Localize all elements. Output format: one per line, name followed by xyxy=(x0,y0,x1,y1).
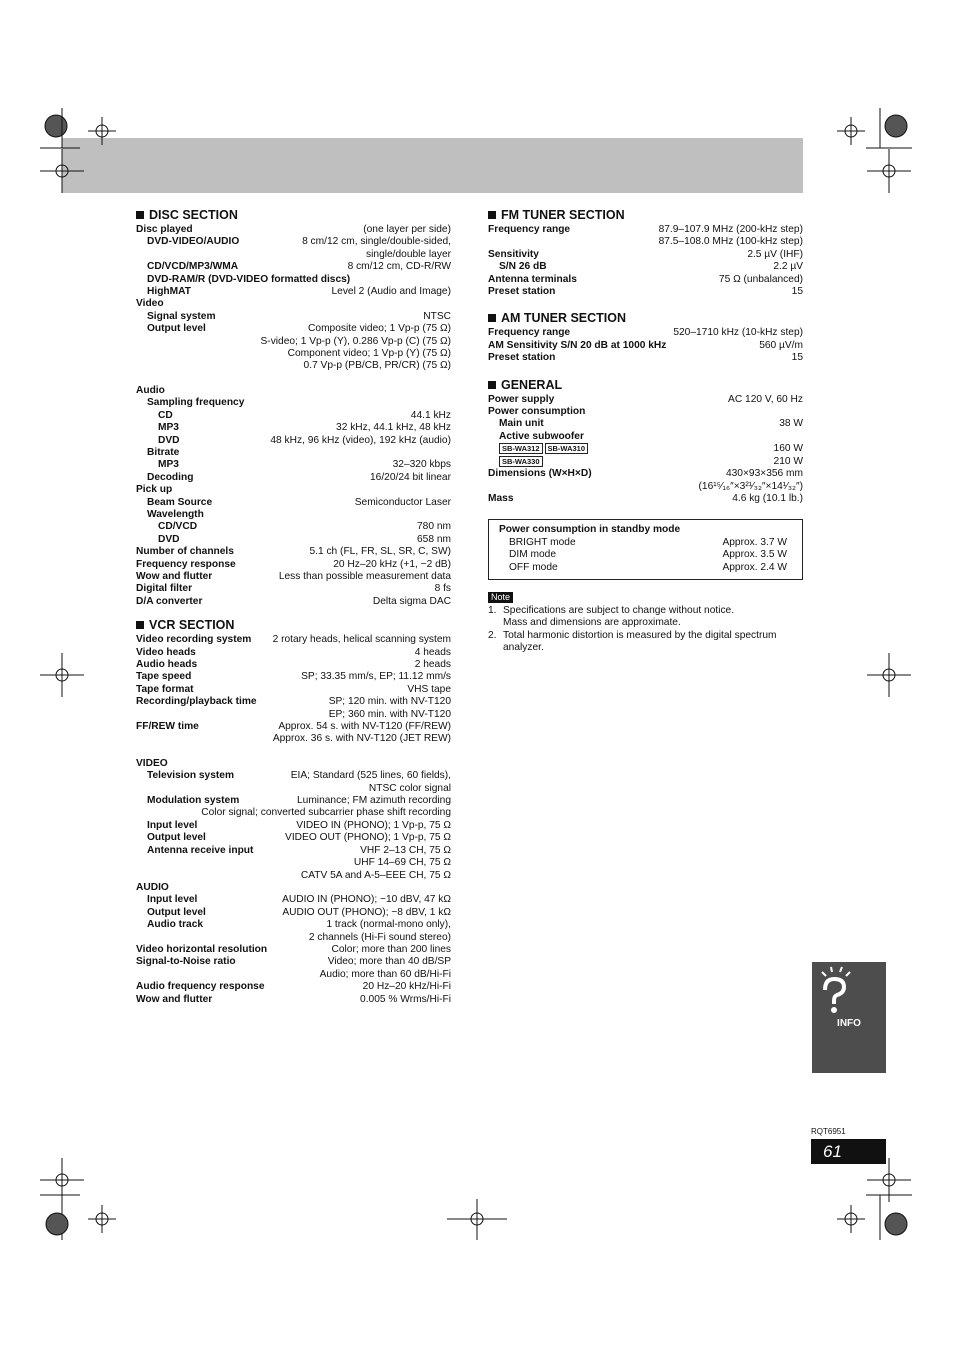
spec-row xyxy=(136,956,451,968)
spec-label: Number of channels xyxy=(136,546,234,558)
spec-row: Power consumption xyxy=(488,406,586,418)
spec-row xyxy=(136,509,451,521)
spec-row: Main unit 38 W xyxy=(499,418,803,430)
spec-label: Video xyxy=(136,298,164,310)
spec-label: Frequency response xyxy=(136,558,236,570)
model-badge: SB-WA310 xyxy=(545,443,589,454)
model-badge: SB-WA330 xyxy=(499,456,543,467)
fm-tuner-section xyxy=(488,207,803,298)
spec-label: Preset station xyxy=(488,286,556,298)
spec-row: SB-WA330 210 W xyxy=(488,456,803,468)
spec-value: AUDIO OUT (PHONO); −8 dBV, 1 kΩ xyxy=(282,906,451,918)
spec-row xyxy=(136,770,451,782)
spec-continuation: UHF 14–69 CH, 75 Ω xyxy=(353,857,451,869)
standby-power-box xyxy=(488,519,803,580)
spec-row xyxy=(136,459,451,471)
spec-value: NTSC xyxy=(423,310,451,322)
spec-label: Audio xyxy=(136,384,165,396)
spec-value: 4 heads xyxy=(414,646,451,658)
spec-row: Power supply AC 120 V, 60 Hz xyxy=(488,393,803,405)
spec-row xyxy=(136,944,451,956)
spec-label: Antenna terminals xyxy=(488,273,577,285)
info-label: INFO xyxy=(837,1018,861,1029)
spec-row xyxy=(136,845,451,857)
spec-continuation: 87.5–108.0 MHz (100-kHz step) xyxy=(658,236,803,248)
spec-continuation: S-video; 1 Vp-p (Y), 0.286 Vp-p (C) (75 Ω) xyxy=(260,335,451,347)
page-number: 61 xyxy=(823,1142,842,1161)
spec-row xyxy=(136,696,451,708)
spec-row xyxy=(136,994,451,1006)
square-bullet-icon xyxy=(488,314,496,322)
spec-row xyxy=(488,261,803,273)
fm-section-title: FM TUNER SECTION xyxy=(488,207,803,223)
spec-row: Mass 4.6 kg (10.1 lb.) xyxy=(488,492,803,504)
spec-value: 32–320 kbps xyxy=(392,459,451,471)
spec-label: MP3 xyxy=(158,459,179,471)
spec-label: AM Sensitivity S/N 20 dB at 1000 kHz xyxy=(488,339,667,351)
spec-value: 48 kHz, 96 kHz (video), 192 kHz (audio) xyxy=(270,434,451,446)
spec-label: Audio frequency response xyxy=(136,981,265,993)
spec-row xyxy=(488,286,803,298)
note-item: 1. Specifications are subject to change without notice. Mass and dimensions are approximate. xyxy=(488,604,735,629)
spec-value: 2 rotary heads, helical scanning system xyxy=(272,634,451,646)
spec-value: VIDEO IN (PHONO); 1 Vp-p, 75 Ω xyxy=(296,819,451,831)
standby-row xyxy=(499,562,787,574)
spec-row xyxy=(136,596,451,608)
spec-row xyxy=(136,758,451,770)
document-code: RQT6951 xyxy=(811,1127,846,1136)
spec-label: Video heads xyxy=(136,646,196,658)
spec-label: Wavelength xyxy=(147,508,204,520)
spec-label: Video horizontal resolution xyxy=(136,943,268,955)
spec-label: Signal system xyxy=(147,310,216,322)
spec-row xyxy=(136,820,451,832)
spec-row xyxy=(136,286,451,298)
spec-row xyxy=(136,981,451,993)
spec-row xyxy=(136,919,451,931)
spec-row xyxy=(136,583,451,595)
spec-row xyxy=(136,559,451,571)
spec-continuation: 0.7 Vp-p (PB/CB, PR/CR) (75 Ω) xyxy=(303,360,451,372)
spec-value: 2 heads xyxy=(414,659,451,670)
spec-label: Bitrate xyxy=(147,446,180,458)
spec-value: 560 µV/m xyxy=(759,339,803,351)
standby-title: Power consumption in standby mode xyxy=(499,524,681,536)
model-badge: SB-WA312 xyxy=(499,443,543,454)
spec-continuation: Audio; more than 60 dB/Hi-Fi xyxy=(319,968,451,980)
spec-value: 8 cm/12 cm, single/double-sided, xyxy=(302,236,451,248)
spec-row xyxy=(136,410,451,422)
spec-row xyxy=(136,634,451,646)
spec-value: EIA; Standard (525 lines, 60 fields), xyxy=(290,770,451,782)
spec-row xyxy=(136,422,451,434)
spec-label: Output level xyxy=(147,832,206,844)
spec-label: HighMAT xyxy=(147,286,191,298)
vcr-section xyxy=(136,617,451,1006)
square-bullet-icon xyxy=(488,211,496,219)
spec-label: Input level xyxy=(147,894,198,906)
spec-label: VIDEO xyxy=(136,757,168,769)
spec-label: CD/VCD/MP3/WMA xyxy=(147,261,239,273)
general-section-title: GENERAL xyxy=(488,377,803,393)
spec-label: DVD xyxy=(158,434,180,446)
standby-mode-value: Approx. 3.7 W xyxy=(722,536,787,548)
spec-label: Disc played xyxy=(136,224,193,235)
spec-row xyxy=(136,907,451,919)
am-spec-list xyxy=(488,327,803,364)
spec-continuation: NTSC color signal xyxy=(368,782,451,794)
spec-value: 15 xyxy=(791,352,803,364)
spec-label: Wow and flutter xyxy=(136,993,213,1005)
notes xyxy=(488,592,803,655)
disc-section-title: DISC SECTION xyxy=(136,207,451,223)
spec-row xyxy=(136,298,451,310)
spec-row xyxy=(136,397,451,409)
spec-value: 8 fs xyxy=(434,583,451,595)
spec-value: 87.9–107.9 MHz (200-kHz step) xyxy=(658,224,803,235)
standby-mode-label: OFF mode xyxy=(509,561,558,573)
square-bullet-icon xyxy=(136,211,144,219)
page-number-box xyxy=(811,1139,886,1164)
spec-row xyxy=(136,882,451,894)
right-column xyxy=(488,207,803,664)
spec-row xyxy=(488,340,803,352)
spec-value: SP; 120 min. with NV-T120 xyxy=(328,696,451,708)
spec-row xyxy=(136,647,451,659)
spec-label: Digital filter xyxy=(136,583,193,595)
spec-continuation: 2 channels (Hi-Fi sound stereo) xyxy=(308,931,451,943)
spec-row xyxy=(136,311,451,323)
spec-row xyxy=(136,274,451,286)
spec-row xyxy=(136,721,451,733)
spec-value: VHS tape xyxy=(407,683,451,695)
spec-label: Sampling frequency xyxy=(147,397,245,409)
spec-value: Luminance; FM azimuth recording xyxy=(296,795,451,807)
spec-row xyxy=(136,894,451,906)
spec-label: Frequency range xyxy=(488,327,571,339)
spec-label: Preset station xyxy=(488,352,556,364)
spec-value: Level 2 (Audio and Image) xyxy=(331,286,451,298)
spec-row xyxy=(136,534,451,546)
spec-row xyxy=(136,435,451,447)
spec-row: Dimensions (W×H×D) 430×93×356 mm xyxy=(488,468,803,480)
spec-row: Active subwoofer xyxy=(499,430,584,442)
spec-continuation: Approx. 36 s. with NV-T120 (JET REW) xyxy=(272,733,451,745)
standby-list xyxy=(499,537,787,574)
spec-value: 2.5 µV (IHF) xyxy=(747,248,803,260)
spec-label: Signal-to-Noise ratio xyxy=(136,956,236,968)
spec-label: FF/REW time xyxy=(136,721,199,733)
spec-label: Wow and flutter xyxy=(136,570,213,582)
spec-label: S/N 26 dB xyxy=(499,261,547,273)
spec-value: Less than possible measurement data xyxy=(278,570,451,582)
spec-row xyxy=(136,472,451,484)
spec-value: Color; more than 200 lines xyxy=(331,943,451,955)
spec-row xyxy=(488,224,803,236)
am-section-title: AM TUNER SECTION xyxy=(488,310,803,326)
vcr-spec-list xyxy=(136,634,451,1006)
spec-row xyxy=(136,795,451,807)
spec-label: Beam Source xyxy=(147,496,213,508)
disc-section xyxy=(136,207,451,608)
spec-label: Audio heads xyxy=(136,659,198,670)
spec-continuation: (16¹⁵⁄₁₆″×3²¹⁄₃₂″×14¹⁄₃₂″) xyxy=(698,480,803,492)
spec-label: D/A converter xyxy=(136,595,203,607)
spec-label: Audio track xyxy=(147,919,204,931)
standby-row xyxy=(499,549,787,561)
spec-label: Television system xyxy=(147,770,235,782)
spec-label: Recording/playback time xyxy=(136,696,257,708)
spec-label: DVD xyxy=(158,533,180,545)
spec-row xyxy=(136,571,451,583)
spec-value: 75 Ω (unbalanced) xyxy=(718,273,803,285)
standby-mode-label: DIM mode xyxy=(509,549,556,561)
spec-value: Composite video; 1 Vp-p (75 Ω) xyxy=(308,323,451,335)
spec-value: Video; more than 40 dB/SP xyxy=(327,956,451,968)
spec-value: (one layer per side) xyxy=(363,224,451,235)
spec-row xyxy=(488,274,803,286)
spec-value: 20 Hz–20 kHz (+1, −2 dB) xyxy=(333,558,451,570)
standby-row xyxy=(499,537,787,549)
spec-row xyxy=(136,497,451,509)
spec-label: Modulation system xyxy=(147,795,240,807)
vcr-section-title: VCR SECTION xyxy=(136,617,451,633)
standby-mode-value: Approx. 2.4 W xyxy=(722,561,787,573)
spec-continuation: CATV 5A and A-5–EEE CH, 75 Ω xyxy=(300,869,451,881)
spec-label: Pick up xyxy=(136,484,173,496)
spec-label: DVD-VIDEO/AUDIO xyxy=(147,236,240,248)
spec-value: VIDEO OUT (PHONO); 1 Vp-p, 75 Ω xyxy=(285,832,451,844)
spec-label: CD/VCD xyxy=(158,521,198,533)
spec-row xyxy=(136,224,451,236)
spec-row xyxy=(488,327,803,339)
spec-value: 520–1710 kHz (10-kHz step) xyxy=(673,327,803,339)
spec-row xyxy=(136,236,451,248)
spec-row: SB-WA312 SB-WA310 160 W xyxy=(488,443,803,455)
square-bullet-icon xyxy=(136,621,144,629)
standby-mode-label: BRIGHT mode xyxy=(509,536,576,548)
am-tuner-section xyxy=(488,310,803,364)
spec-value: 44.1 kHz xyxy=(410,409,451,421)
fm-spec-list xyxy=(488,224,803,298)
spec-value: 5.1 ch (FL, FR, SL, SR, C, SW) xyxy=(309,546,451,558)
info-tab xyxy=(812,962,886,1073)
note-tag: Note xyxy=(488,592,513,603)
spec-value: 658 nm xyxy=(417,533,451,545)
spec-label: AUDIO xyxy=(136,881,169,893)
square-bullet-icon xyxy=(488,381,496,389)
spec-value: 16/20/24 bit linear xyxy=(370,471,451,483)
spec-row xyxy=(136,447,451,459)
spec-label: CD xyxy=(158,409,173,421)
spec-value: AUDIO IN (PHONO); −10 dBV, 47 kΩ xyxy=(282,894,451,906)
spec-label: Input level xyxy=(147,819,198,831)
spec-value: 780 nm xyxy=(417,521,451,533)
spec-label: Video recording system xyxy=(136,634,252,646)
spec-value: SP; 33.35 mm/s, EP; 11.12 mm/s xyxy=(301,671,451,683)
spec-label: Output level xyxy=(147,323,206,335)
spec-continuation: Color signal; converted subcarrier phase shift recording xyxy=(201,807,451,819)
spec-value: Approx. 54 s. with NV-T120 (FF/REW) xyxy=(278,721,451,733)
spec-label: Tape speed xyxy=(136,671,192,683)
spec-label: Frequency range xyxy=(488,224,571,235)
spec-value: 0.005 % Wrms/Hi-Fi xyxy=(360,993,451,1005)
spec-label: MP3 xyxy=(158,422,179,434)
spec-continuation: EP; 360 min. with NV-T120 xyxy=(328,708,451,720)
note-item: 2. Total harmonic distortion is measured by the digital spectrum analyzer. xyxy=(488,629,777,654)
spec-label: Tape format xyxy=(136,683,194,695)
spec-row xyxy=(136,323,451,335)
spec-row xyxy=(136,385,451,397)
spec-continuation: Component video; 1 Vp-p (Y) (75 Ω) xyxy=(287,348,451,360)
disc-spec-list xyxy=(136,224,451,608)
spec-row xyxy=(136,261,451,273)
spec-value: Semiconductor Laser xyxy=(354,496,451,508)
spec-label: Sensitivity xyxy=(488,248,539,260)
left-column xyxy=(136,207,451,1015)
spec-label: Output level xyxy=(147,906,206,918)
spec-row xyxy=(136,484,451,496)
spec-row xyxy=(488,249,803,261)
standby-mode-value: Approx. 3.5 W xyxy=(722,549,787,561)
spec-value: 1 track (normal-mono only), xyxy=(326,919,451,931)
spec-row xyxy=(136,659,451,671)
spec-value: 15 xyxy=(791,286,803,298)
general-section xyxy=(488,377,803,655)
spec-value: 32 kHz, 44.1 kHz, 48 kHz xyxy=(336,422,451,434)
spec-value: 2.2 µV xyxy=(773,261,803,273)
spec-row xyxy=(136,546,451,558)
spec-value: Delta sigma DAC xyxy=(372,595,451,607)
spec-row xyxy=(488,352,803,364)
question-info-icon xyxy=(812,962,886,1022)
spec-value: 8 cm/12 cm, CD-R/RW xyxy=(347,261,451,273)
spec-row xyxy=(136,521,451,533)
spec-label: Antenna receive input xyxy=(147,844,254,856)
spec-value: 20 Hz–20 kHz/Hi-Fi xyxy=(362,981,451,993)
spec-row xyxy=(136,671,451,683)
spec-row xyxy=(136,832,451,844)
spec-row xyxy=(136,684,451,696)
spec-label: Decoding xyxy=(147,471,194,483)
spec-label: DVD-RAM/R (DVD-VIDEO formatted discs) xyxy=(147,273,351,285)
spacer xyxy=(136,746,451,758)
spacer xyxy=(136,373,451,385)
spec-continuation: single/double layer xyxy=(366,248,451,260)
spec-value: VHF 2–13 CH, 75 Ω xyxy=(360,844,451,856)
